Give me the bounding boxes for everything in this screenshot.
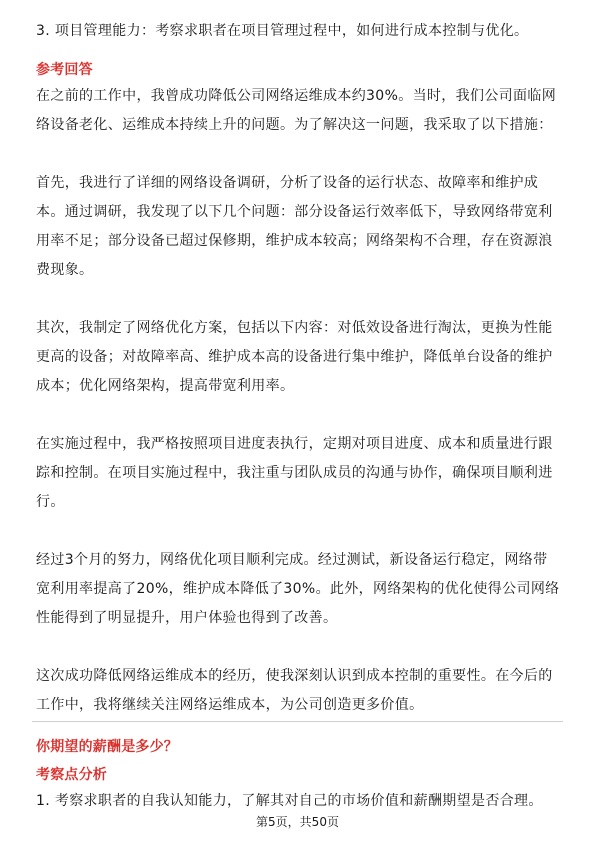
answer-line: 费现象。 [36,262,94,278]
section-divider [32,721,563,722]
answer-heading: 参考回答 [36,62,93,78]
answer-line: 更高的设备；对故障率高、维护成本高的设备进行集中维护，降低单台设备的维护 [36,349,553,365]
answer-line: 在之前的工作中，我曾成功降低公司网络运维成本约30%。当时，我们公司面临网 [36,88,557,104]
answer-line: 经过3个月的努力，网络优化项目顺利完成。经过测试，新设备运行稳定，网络带 [36,552,548,568]
next-question-heading: 你期望的薪酬是多少？ [36,739,178,755]
question-3: 3. 项目管理能力：考察求职者在项目管理过程中，如何进行成本控制与优化。 [36,23,529,39]
analysis-item: 1. 考察求职者的自我认知能力，了解其对自己的市场价值和薪酬期望是否合理。 [36,793,543,809]
answer-line: 首先，我进行了详细的网络设备调研，分析了设备的运行状态、故障率和维护成 [36,175,539,191]
answer-line: 用率不足；部分设备已超过保修期，维护成本较高；网络架构不合理，存在资源浪 [36,233,553,249]
answer-line: 在实施过程中，我严格按照项目进度表执行，定期对项目进度、成本和质量进行跟 [36,436,553,452]
answer-line: 其次，我制定了网络优化方案，包括以下内容：对低效设备进行淘汰，更换为性能 [36,320,553,336]
answer-line: 本。通过调研，我发现了以下几个问题：部分设备运行效率低下，导致网络带宽利 [36,204,553,220]
answer-line: 工作中，我将继续关注网络运维成本，为公司创造更多价值。 [36,697,424,713]
answer-line: 成本；优化网络架构，提高带宽利用率。 [36,378,295,394]
answer-line: 踪和控制。在项目实施过程中，我注重与团队成员的沟通与协作，确保项目顺利进 [36,465,553,481]
answer-line: 宽利用率提高了20%，维护成本降低了30%。此外，网络架构的优化使得公司网络 [36,581,560,597]
analysis-heading: 考察点分析 [36,767,107,783]
page-footer: 第5页，共50页 [256,815,339,829]
answer-line: 这次成功降低网络运维成本的经历，使我深刻认识到成本控制的重要性。在今后的 [36,668,553,684]
answer-line: 络设备老化、运维成本持续上升的问题。为了解决这一问题，我采取了以下措施： [36,117,553,133]
answer-line: 行。 [36,494,65,510]
answer-line: 性能得到了明显提升，用户体验也得到了改善。 [36,610,338,626]
